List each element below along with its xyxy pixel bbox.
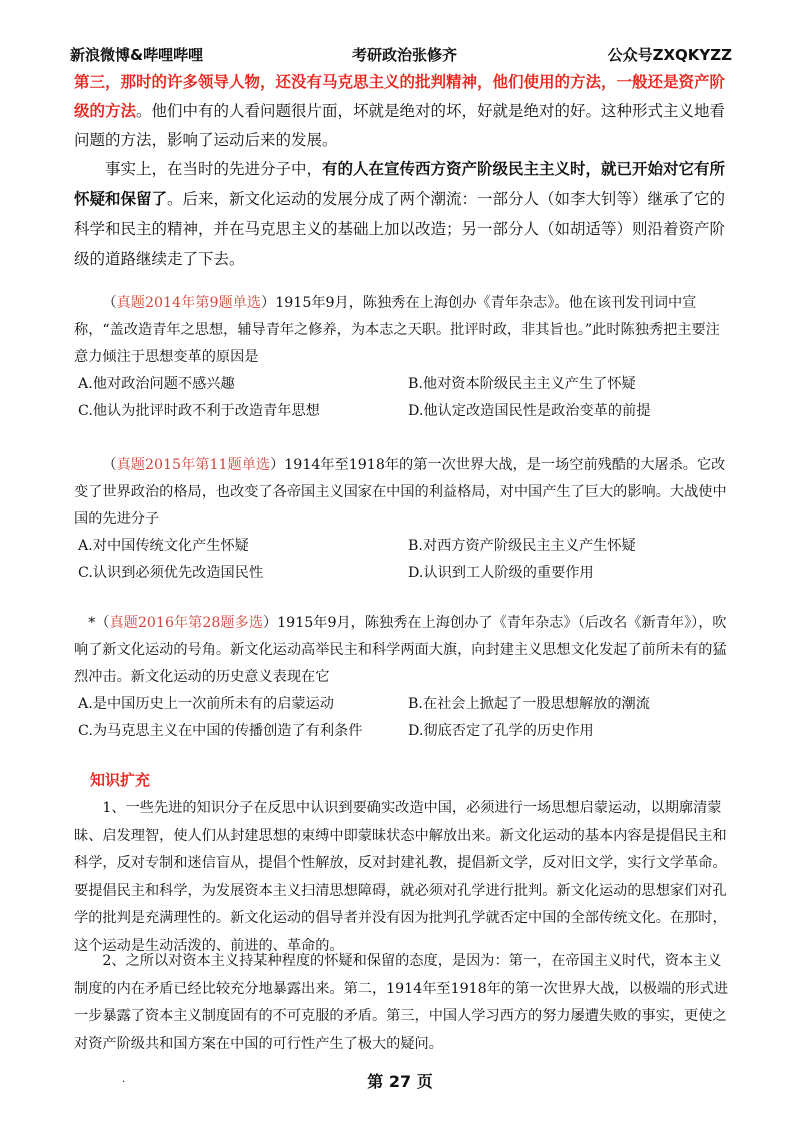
header-right: 公众号ZXQKYZZ [607, 46, 732, 64]
question-stem [74, 452, 734, 533]
option-b: B.在社会上掀起了一股思想解放的潮流 [408, 696, 650, 712]
option-list [74, 691, 734, 745]
paragraph-text: 。后来，新文化运动的发展分成了两个潮流：一部分人（如李大钊等）继承了它的科学和民主的精神，并在马克思主义的基础上加以改造；另一部分人（如胡适等）则沿着资产阶级的道路继续走了下去。 [74, 190, 726, 268]
option-c: C.认识到必须优先改造国民性 [78, 565, 264, 581]
stray-dot: . [122, 1074, 126, 1085]
question-stem [74, 290, 734, 371]
paragraph-text: 。他们中有的人看问题很片面，坏就是绝对的坏，好就是绝对的好。这种形式主义地看问题的方法，影响了运动后来的发展。 [74, 102, 726, 149]
question-2015-11 [74, 452, 734, 587]
question-2014-9 [74, 290, 734, 425]
knowledge-paragraph-2: 2、之所以对资本主义持某种程度的怀疑和保留的态度，是因为：第一，在帝国主义时代，资本主义制度的内在矛盾已经比较充分地暴露出来。第二，1914年至1918年的第一次世界大战，以极端的形式进一步暴露了资本主义制度固有的不可克服的矛盾。第三，中国人学习西方的努力屡遭失败的事实，更使之对资产阶级共和国方案在中国的可行性产生了极大的疑问。 [74, 953, 728, 1052]
stem-text: ）1915年9月，陈独秀在上海创办《青年杂志》。他在该刊发刊词中宣称，“盖改造青年之思想，辅导青年之修养，为本志之天职。批评时政，非其旨也。”此时陈独秀把主要注意力倾注于思想变革的原因是 [74, 295, 720, 365]
exam-tag: 真题2016年第28题多选 [109, 615, 263, 631]
exam-tag: 真题2014年第9题单选 [116, 295, 262, 311]
option-list [74, 533, 734, 587]
highlight-red-text: 第三，那时的许多领导人物，还没有马克思主义的批判精神，他们使用的方法，一般还是资产阶级的方法 [74, 73, 726, 120]
option-a: A.是中国历史上一次前所未有的启蒙运动 [78, 696, 334, 712]
option-c: C.为马克思主义在中国的传播创造了有利条件 [78, 723, 363, 739]
knowledge-paragraph-1: 1、一些先进的知识分子在反思中认识到要确实改造中国，必须进行一场思想启蒙运动，以期廓清蒙昧、启发理智，使人们从封建思想的束缚中即蒙昧状态中解放出来。新文化运动的基本内容是提倡民主和科学，反对专制和迷信盲从，提倡个性解放，反对封建礼教，提倡新文学，反对旧文学，实行文学革命。要提倡民主和科学，为发展资本主义扫清思想障碍，就必须对孔学进行批判。新文化运动的思想家们对孔学的批判是充满理性的。新文化运动的倡导者并没有因为批判孔学就否定中国的全部传统文化。在那时，这个运动是生动活泼的、前进的、革命的。 [74, 800, 727, 954]
exam-tag: 真题2015年第11题单选 [116, 457, 271, 473]
paragraph-text: 事实上，在当时的先进分子中， [105, 160, 323, 178]
option-b: B.对西方资产阶级民主主义产生怀疑 [408, 538, 636, 554]
option-b: B.他对资本阶级民主主义产生了怀疑 [408, 376, 636, 392]
option-a: A.他对政治问题不感兴趣 [78, 376, 235, 392]
question-stem [74, 610, 734, 691]
knowledge-title: 知识扩充 [90, 771, 151, 789]
paragraph-third-point [74, 68, 734, 155]
option-d: D.彻底否定了孔学的历史作用 [408, 723, 594, 739]
header-left: 新浪微博&哔哩哔哩 [70, 46, 204, 64]
option-c: C.他认为批评时政不利于改造青年思想 [78, 403, 320, 419]
option-d: D.他认定改造国民性是政治变革的前提 [408, 403, 651, 419]
page-number: 第 27 页 [367, 1072, 433, 1091]
open-paren: （ [102, 457, 117, 473]
stem-text: ）1914年至1918年的第一次世界大战，是一场空前残酷的大屠杀。它改变了世界政治的格局，也改变了各帝国主义国家在中国的利益格局，对中国产生了巨大的影响。大战使中国的先进分子 [74, 457, 727, 527]
paragraph-two-currents [74, 154, 734, 274]
header-title: 考研政治张修齐 [352, 46, 458, 64]
option-a: A.对中国传统文化产生怀疑 [78, 538, 249, 554]
bold-emphasis: 有的人在宣传西方资产阶级民主主义时，就已开始对它有所怀疑和保留了 [74, 160, 726, 208]
question-2016-28 [74, 610, 734, 745]
stem-text: ）1915年9月，陈独秀在上海创办了《青年杂志》（后改名《新青年》），吹响了新文化运动的号角。新文化运动高举民主和科学两面大旗，向封建主义思想文化发起了前所未有的猛烈冲击。新文化运动的历史意义表现在它 [74, 615, 727, 685]
open-paren: （ [102, 295, 117, 311]
multi-choice-marker: *（ [88, 615, 110, 631]
option-d: D.认识到工人阶级的重要作用 [408, 565, 594, 581]
option-list [74, 371, 734, 425]
